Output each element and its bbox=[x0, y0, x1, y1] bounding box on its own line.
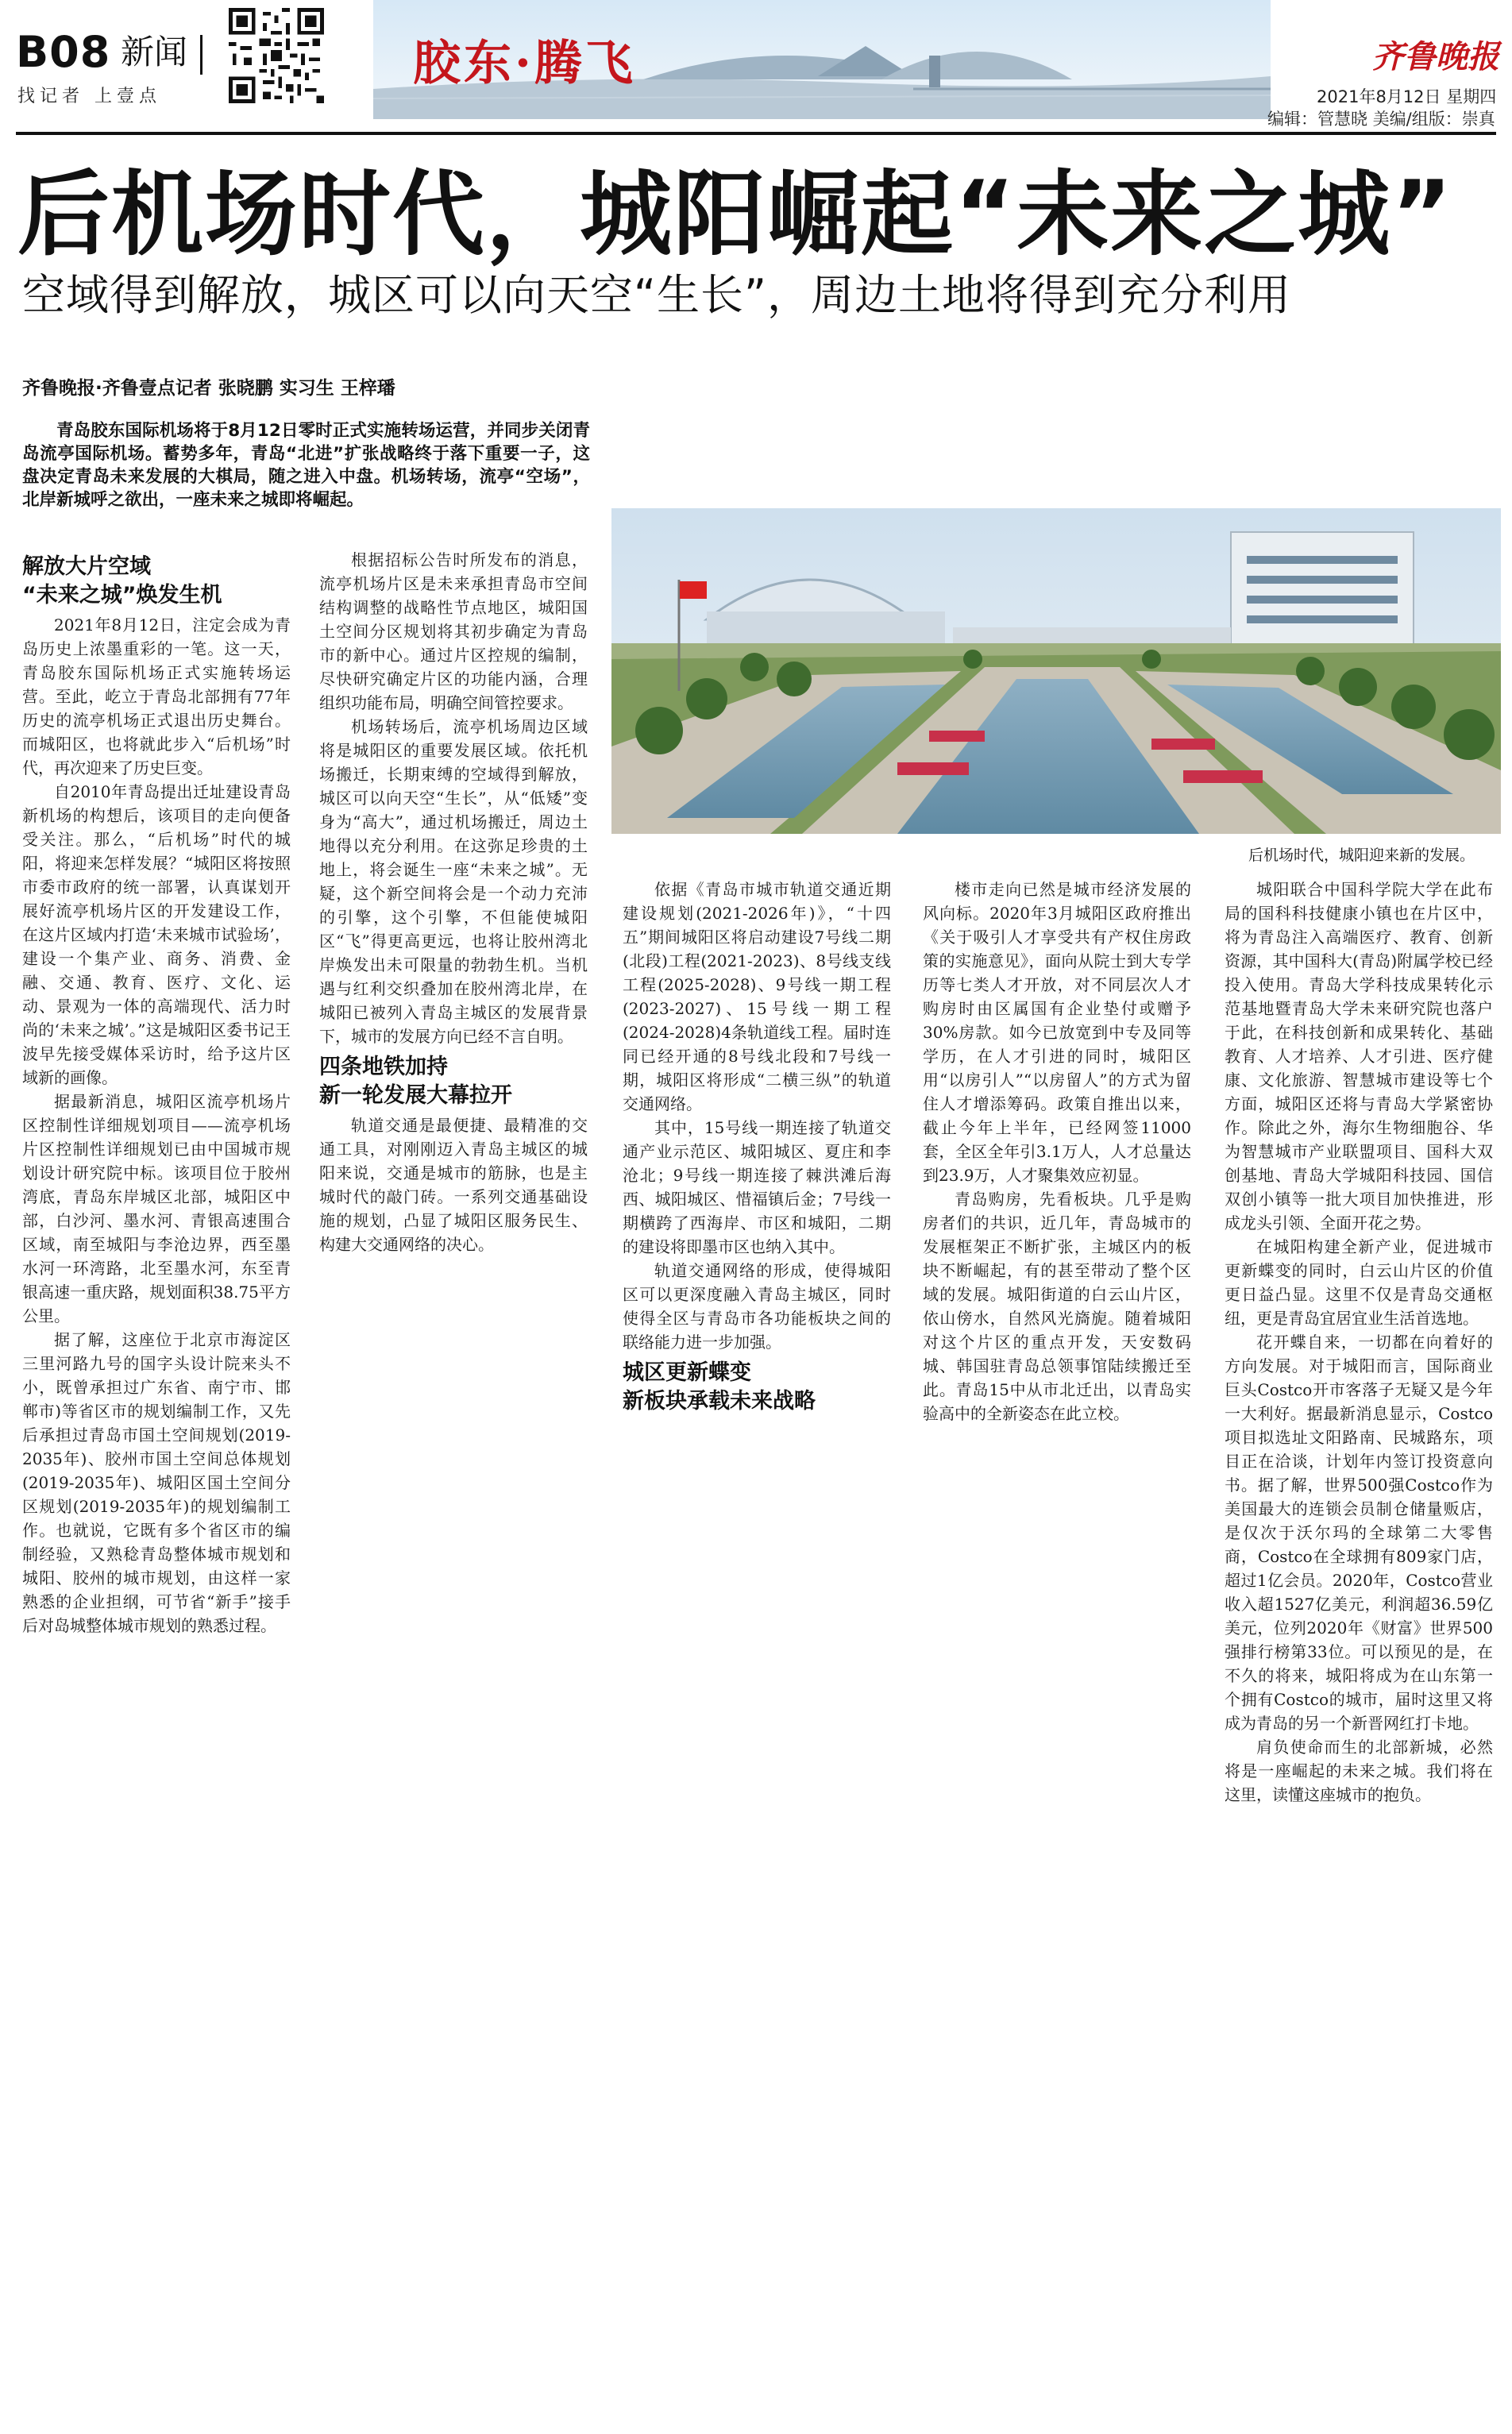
hotline-slogan: 找记者 上壹点 bbox=[17, 87, 161, 106]
lead-paragraph: 青岛胶东国际机场将于8月12日零时正式实施转场运营，并同步关闭青岛流亭国际机场。蓄势多年，青岛“北进”扩张战略终于落下重要一子，这盘决定青岛未来发展的大棋局，随之进入中盘。机场转场，流亭“空场”，北岸新城呼之欲出，一座未来之城即将崛起。 bbox=[22, 421, 590, 510]
section-heading-3 bbox=[623, 1359, 891, 1416]
section-heading-1 bbox=[22, 553, 291, 610]
headline: 后机场时代，城阳崛起“未来之城” bbox=[17, 161, 1454, 268]
column-2 bbox=[319, 548, 588, 1256]
banner-title: 胶东·腾飞 bbox=[413, 36, 636, 91]
paragraph: 根据招标公告时所发布的消息，流亭机场片区是未来承担青岛市空间结构调整的战略性节点地区，城阳国土空间分区规划将其初步确定为青岛市的新中心。通过片区控规的编制，尽快研究确定片区的功能内涵，合理组织功能布局，明确空间管控要求。 bbox=[319, 550, 588, 712]
masthead-logo: 齐鲁晚报 bbox=[1372, 38, 1499, 75]
section-heading-line: 解放大片空域 bbox=[22, 554, 151, 579]
paragraph: 肩负使命而生的北部新城，必然将是一座崛起的未来之城。我们将在这里，读懂这座城市的抱负。 bbox=[1225, 1738, 1493, 1804]
paragraph: 楼市走向已然是城市经济发展的风向标。2020年3月城阳区政府推出《关于吸引人才享受共有产权住房政策的实施意见》，面向从院士到大专学历等七类人才开放，对不同层次人才购房时由区属国有企业垫付或赠予30%房款。如今已放宽到中专及同等学历，在人才引进的同时，城阳区用“以房引人”“以房留人”的方式为留住人才增添筹码。政策自推出以来，截止今年上半年，已经网签11000套，全区全年引3.1万人，人才总量达到23.9万，人才聚集效应初显。 bbox=[923, 880, 1191, 1185]
issue-date: 2021年8月12日 星期四 bbox=[1317, 87, 1497, 106]
section-heading-line: 新一轮发展大幕拉开 bbox=[319, 1083, 512, 1108]
paragraph: 青岛购房，先看板块。几乎是购房者们的共识，近几年，青岛城市的发展框架正不断扩张，主城区内的板块不断崛起，有的甚至带动了整个区域的发展。城阳街道的白云山片区，依山傍水，自然风光旖旎。随着城阳对这个片区的重点开发，天安数码城、韩国驻青岛总领事馆陆续搬迁至此。青岛15中从市北迁出，以青岛实验高中的全新姿态在此立校。 bbox=[923, 1190, 1191, 1423]
paragraph: 自2010年青岛提出迁址建设青岛新机场的构想后，该项目的走向便备受关注。那么，“后机场”时代的城阳，将迎来怎样发展？“城阳区将按照市委市政府的统一部署，认真谋划开展好流亭机场片区的开发建设工作，在这片区域内打造‘未来城市试验场’，建设一个集产业、商务、消费、金融、交通、教育、医疗、文化、运动、景观为一体的高端现代、活力时尚的‘未来之城’。”这是城阳区委书记王波早先接受媒体采访时，给予这片区域新的画像。 bbox=[22, 782, 291, 1087]
column-5 bbox=[1225, 878, 1493, 1807]
section-heading-line: 城区更新蝶变 bbox=[623, 1360, 751, 1385]
paragraph: 依据《青岛市城市轨道交通近期建设规划(2021-2026年)》，“十四五”期间城阳区将启动建设7号线二期(北段)工程(2021-2023)、8号线支线工程(2025-2028)、9号线一期工程(2023-2027)、15号线一期工程(2024-2028)4条轨道线工程。届时连同已经开通的8号线北段和7号线一期，城阳区将形成“二横三纵”的轨道交通网络。 bbox=[623, 880, 891, 1113]
paragraph: 在城阳构建全新产业，促进城市更新蝶变的同时，白云山片区的价值更日益凸显。这里不仅是青岛交通枢纽，更是青岛宜居宜业生活首选地。 bbox=[1225, 1237, 1493, 1328]
section-heading-line: “未来之城”焕发生机 bbox=[22, 583, 222, 608]
header-banner bbox=[373, 0, 1271, 119]
paragraph: 轨道交通网络的形成，使得城阳区可以更深度融入青岛主城区，同时使得全区与青岛市各功能板块之间的联络能力进一步加强。 bbox=[623, 1261, 891, 1352]
section-heading-line: 四条地铁加持 bbox=[319, 1055, 448, 1079]
paragraph: 据最新消息，城阳区流亭机场片区控制性详细规划项目——流亭机场片区控制性详细规划已由中国城市规划设计研究院中标。该项目位于胶州湾底，青岛东岸城区北部，城阳区中部，白沙河、墨水河、青银高速围合区域，南至城阳与李沧边界，西至墨水河一环湾路，北至墨水河，东至青银高速一重庆路，规划面积38.75平方公里。 bbox=[22, 1092, 291, 1325]
column-3 bbox=[623, 878, 891, 1419]
subheadline: 空域得到解放，城区可以向天空“生长”，周边土地将得到充分利用 bbox=[22, 270, 1291, 320]
photo-airport-plaza bbox=[611, 508, 1501, 834]
column-1 bbox=[22, 548, 291, 1637]
paragraph: 据了解，这座位于北京市海淀区三里河路九号的国字头设计院来头不小，既曾承担过广东省、南宁市、邯郸市)等省区市的规划编制工作，又先后承担过青岛市国土空间规划(2019-2035年)、胶州市国土空间总体规划(2019-2035年)、城阳区国土空间分区规划(2019-2035年)的规划编制工作。也就说，它既有多个省区市的编制经验，又熟稔青岛整体城市规划和城阳、胶州的城市规划，由这样一家熟悉的企业担纲，可节省“新手”接手后对岛城整体城市规划的熟悉过程。 bbox=[22, 1330, 291, 1635]
section-heading-2 bbox=[319, 1053, 588, 1110]
paragraph: 轨道交通是最便捷、最精准的交通工具，对刚刚迈入青岛主城区的城阳来说，交通是城市的筋脉，也是主城时代的敲门砖。一系列交通基础设施的规划，凸显了城阳区服务民生、构建大交通网络的决心。 bbox=[319, 1116, 588, 1254]
editor-credits: 编辑：管慧晓 美编/组版：崇真 bbox=[1267, 110, 1495, 129]
column-4 bbox=[923, 878, 1191, 1425]
section-name: 新闻 bbox=[121, 33, 188, 71]
page-number: B08 bbox=[16, 27, 111, 77]
photo-caption: 后机场时代，城阳迎来新的发展。 bbox=[1248, 847, 1475, 864]
qr-code-icon[interactable] bbox=[229, 8, 324, 103]
byline: 齐鲁晚报·齐鲁壹点记者 张晓鹏 实习生 王梓璠 bbox=[22, 378, 395, 399]
paragraph: 城阳联合中国科学院大学在此布局的国科科技健康小镇也在片区中，将为青岛注入高端医疗、教育、创新资源，其中国科大(青岛)附属学校已经投入使用。青岛大学科技成果转化示范基地暨青岛大学未来研究院也落户于此，在科技创新和成果转化、基础教育、人才培养、人才引进、医疗健康、文化旅游、智慧城市建设等七个方面，城阳区还将与青岛大学紧密协作。除此之外，海尔生物细胞谷、华为智慧城市产业联盟项目、国科大双创基地、青岛大学城阳科技园、国信双创小镇等一批大项目加快推进，形成龙头引领、全面开花之势。 bbox=[1225, 880, 1493, 1232]
paragraph: 机场转场后，流亭机场周边区域将是城阳区的重要发展区域。依托机场搬迁，长期束缚的空域得到解放，城区可以向天空“生长”，从“低矮”变身为“高大”，通过机场搬迁，周边土地得以充分利用。在这弥足珍贵的土地上，将会诞生一座“未来之城”。无疑，这个新空间将会是一个动力充沛的引擎，这个引擎，不但能使城阳区“飞”得更高更远，也将让胶州湾北岸焕发出未可限量的勃勃生机。当机遇与红利交织叠加在胶州湾北岸，在城阳已被列入青岛主城区的发展背景下，城市的发展方向已经不言自明。 bbox=[319, 717, 588, 1046]
paragraph: 花开蝶自来，一切都在向着好的方向发展。对于城阳而言，国际商业巨头Costco开市客落子无疑又是今年一大利好。据最新消息显示，Costco项目拟选址文阳路南、民城路东，项目正在洽谈，计划年内签订投资意向书。据了解，世界500强Costco作为美国最大的连锁会员制仓储量贩店，是仅次于沃尔玛的全球第二大零售商，Costco在全球拥有809家门店，超过1亿会员。2020年，Costco营业收入超1527亿美元，利润超36.59亿美元，位列2020年《财富》世界500强排行榜第33位。可以预见的是，在不久的将来，城阳将成为在山东第一个拥有Costco的城市，届时这里又将成为青岛的另一个新晋网红打卡地。 bbox=[1225, 1333, 1493, 1733]
section-heading-line: 新板块承载未来战略 bbox=[623, 1389, 816, 1414]
header-divider bbox=[200, 35, 202, 75]
paragraph: 其中，15号线一期连接了轨道交通产业示范区、城阳城区、夏庄和李沧北；9号线一期连接了棘洪滩后海西、城阳城区、惜福镇后金；7号线一期横跨了西海岸、市区和城阳，二期的建设将即墨市区也纳入其中。 bbox=[623, 1118, 891, 1256]
header-rule bbox=[16, 132, 1496, 135]
paragraph: 2021年8月12日，注定会成为青岛历史上浓墨重彩的一笔。这一天，青岛胶东国际机场正式实施转场运营。至此，屹立于青岛北部拥有77年历史的流亭机场正式退出历史舞台。而城阳区，也将就此步入“后机场”时代，再次迎来了历史巨变。 bbox=[22, 615, 291, 777]
